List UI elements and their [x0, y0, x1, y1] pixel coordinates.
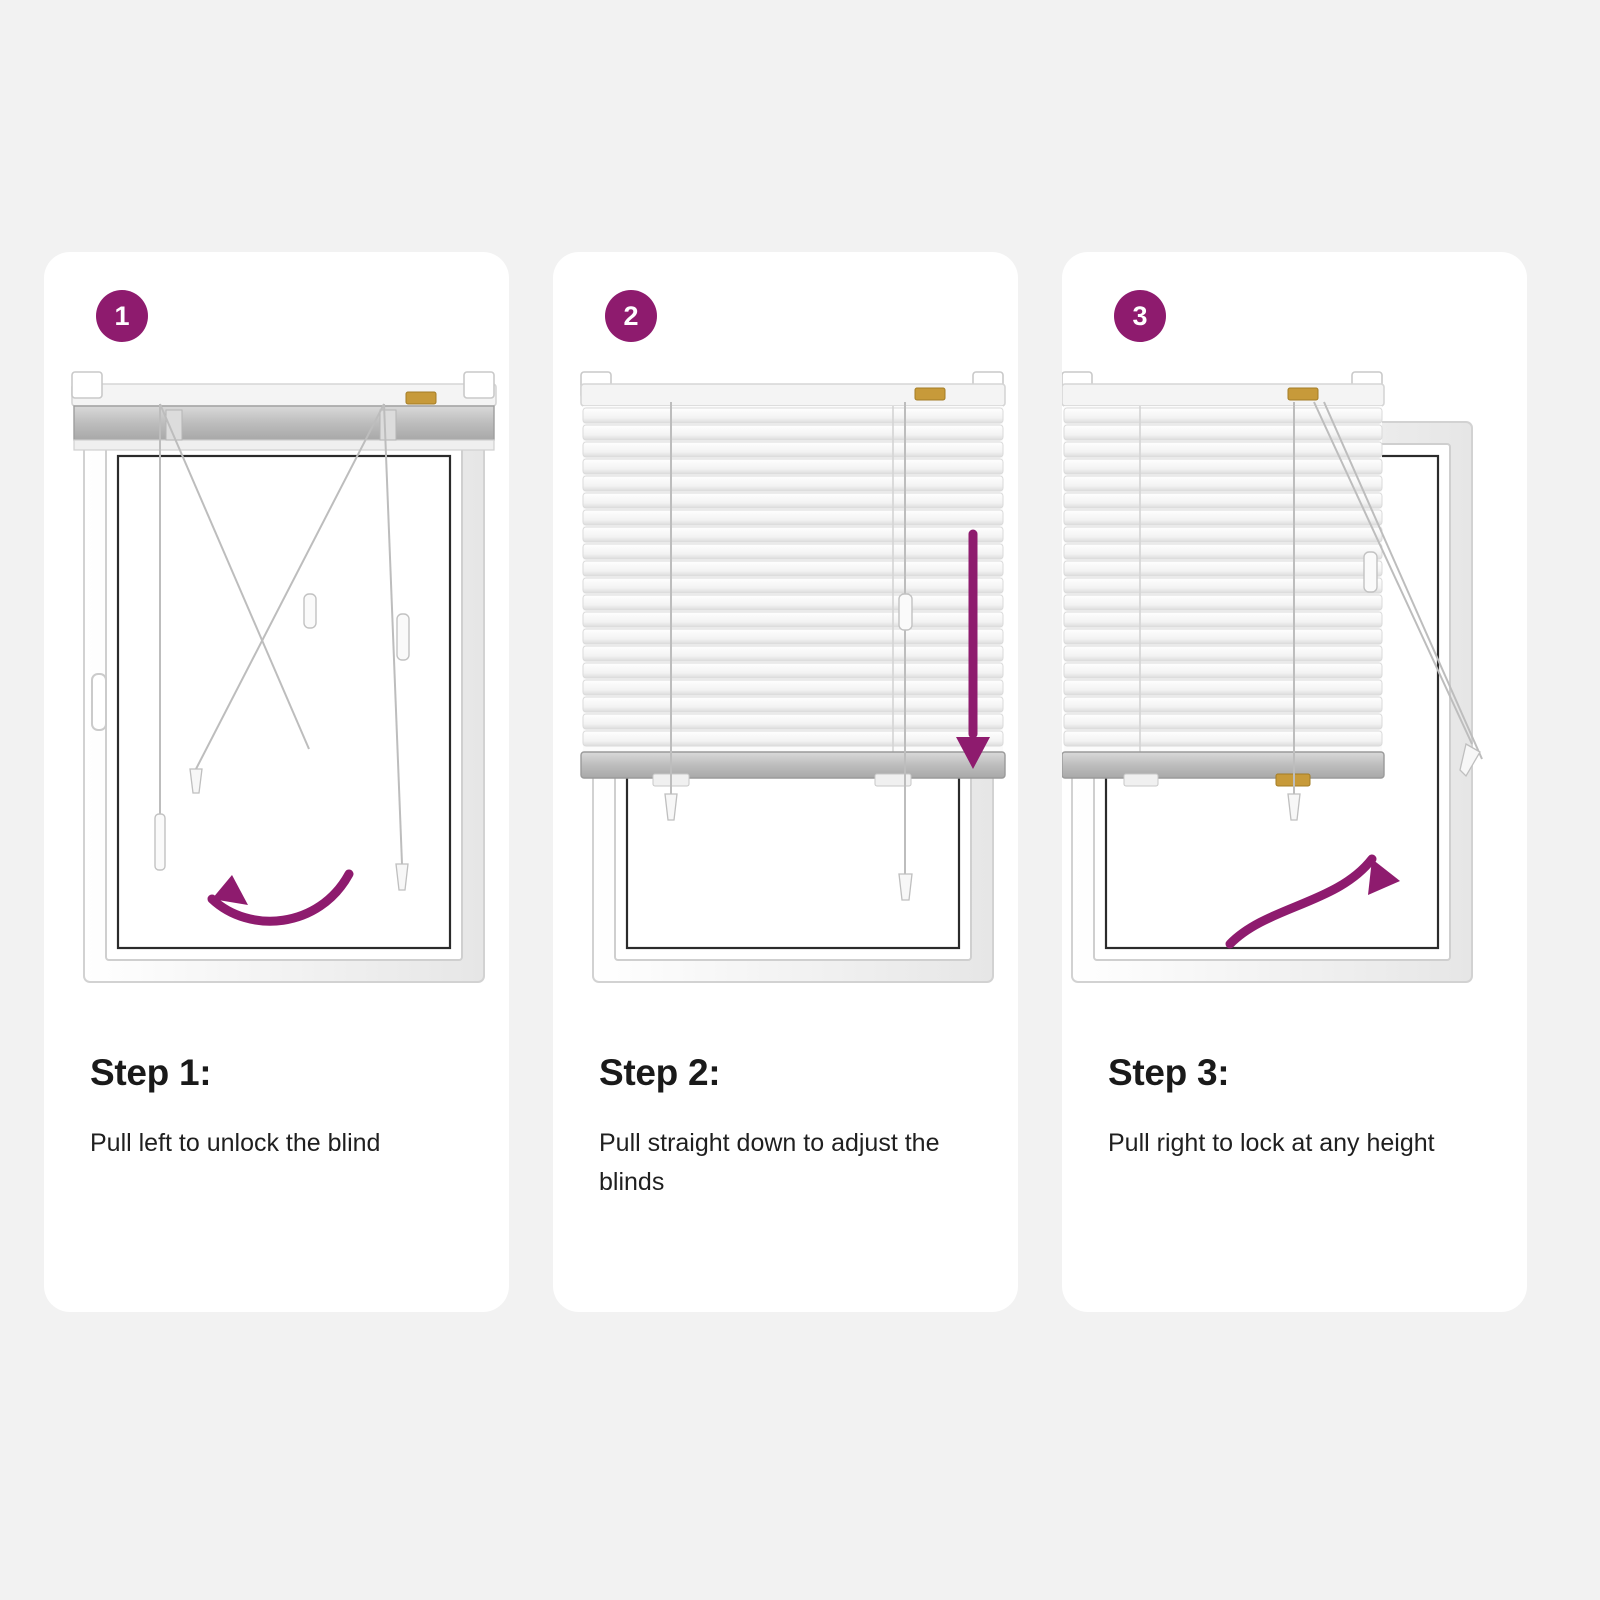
step-illustration-3 [1062, 344, 1527, 1024]
step-title-2: Step 2: [599, 1052, 721, 1093]
step-body-2: Pull straight down to adjust the blinds [599, 1129, 940, 1196]
blind-headrail-1 [72, 372, 496, 450]
window-frame-1 [84, 422, 484, 982]
steps-container [44, 252, 1556, 1312]
step-body-1: Pull left to unlock the blind [90, 1129, 381, 1157]
step-number-badge-2: 2 [605, 290, 657, 342]
step-title-1: Step 1: [90, 1052, 212, 1093]
step-card-2 [553, 252, 1018, 1312]
step-number-badge-3: 3 [1114, 290, 1166, 342]
blind-slats-2 [581, 406, 1005, 786]
step-illustration-1 [44, 344, 509, 1024]
step-title-3: Step 3: [1108, 1052, 1230, 1093]
step-body-3: Pull right to lock at any height [1108, 1129, 1435, 1157]
step-number-badge-1: 1 [96, 290, 148, 342]
blind-headrail-2 [581, 372, 1005, 406]
blind-headrail-3 [1062, 372, 1384, 406]
blind-slats-3 [1062, 406, 1384, 786]
step-card-3 [1062, 252, 1527, 1312]
step-illustration-2 [553, 344, 1018, 1024]
step-card-1 [44, 252, 509, 1312]
